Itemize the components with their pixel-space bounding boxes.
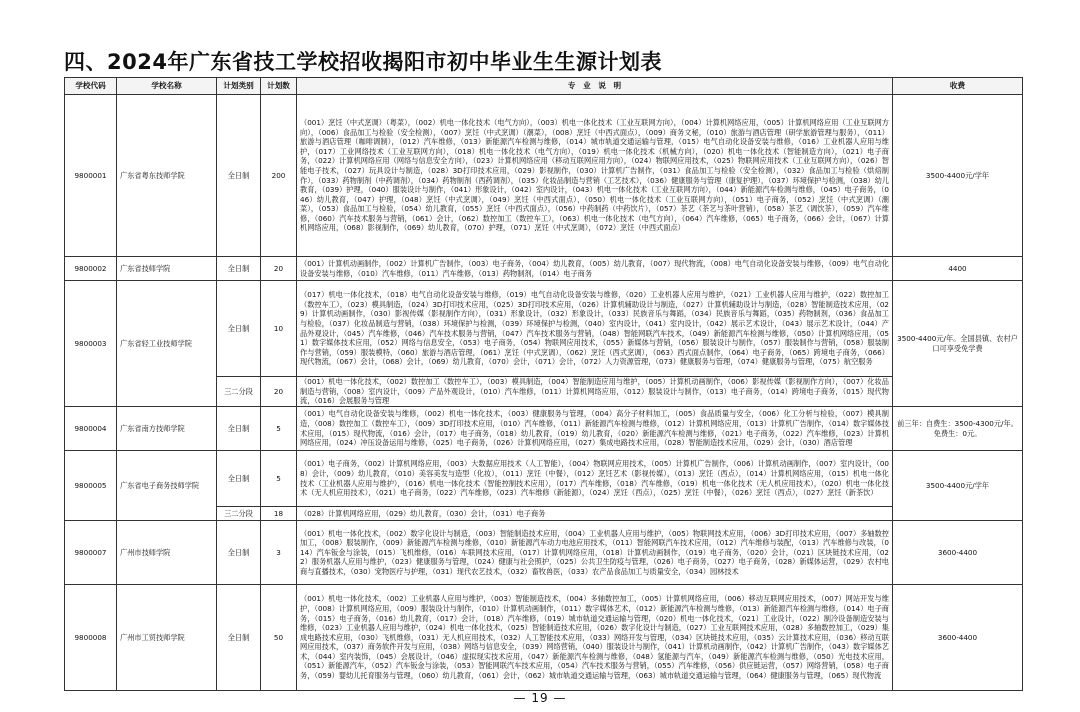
plan-count: 18 — [261, 507, 297, 521]
table-row — [65, 257, 1023, 281]
plan-type: 全日制 — [217, 281, 261, 377]
table-header-row — [65, 78, 1023, 95]
school-name: 广州市工贸技师学院 — [117, 585, 217, 691]
table-row — [65, 521, 1023, 585]
plan-type: 全日制 — [217, 257, 261, 281]
school-code: 9800004 — [65, 407, 117, 451]
fee: 3500-4400元/学年 — [893, 451, 1023, 521]
plan-type: 全日制 — [217, 407, 261, 451]
header-school-code: 学校代码 — [65, 78, 117, 95]
major-description: （001）电气自动化设备安装与维修，（002）机电一体化技术，（003）健康服务与管理，（004）高分子材料加工，（005）食品质量与安全，（006）化工分析与检验，（007）模具制造，（008）数控加工（数控车工），（009）3D打印技术应用，（010）汽车维修，（011）新能源汽车检测与维修，（012）计算机网络应用，（013）计算机广告制作，（014）数字媒体技术应用，（015）现代物流，（016）会计，（017）电子商务，（018）幼儿教育，（019）幼儿教育，（020）新能源汽车检测与维修，（021）电子商务，（022）汽车维修，（023）计算机网络应用，（024）冲压设备运用与维修，（025）电子商务，（026）计算机网络应用，（027）集成电路技术应用，（028）智能制造技术应用，（029）会计，（030）酒店管理 — [297, 407, 893, 451]
school-name: 广东省技师学院 — [117, 257, 217, 281]
major-description: （001）计算机动画制作，（002）计算机广告制作，（003）电子商务，（004）幼儿教育，（005）幼儿教育，（007）现代物流，（008）电气自动化设备安装与维修，（009）电气自动化设备安装与维修，（010）汽车维修，（011）汽车维修，（013）药物制剂，（014）电子商务 — [297, 257, 893, 281]
major-description: （001）机电一体化技术，（002）数字化设计与制造，（003）智能制造技术应用，（004）工业机器人应用与维护，（005）物联网技术应用，（006）3D打印技术应用，（007）多轴数控加工，（008）服装制作，（009）新能源汽车检测与维修，（010）新能源汽车动力电池应用技术，（011）智能网联汽车技术应用，（012）汽车维修与装配，（013）汽车维修与改装，（014）汽车钣金与涂装，（015）飞机维修，（016）车联网技术应用，（017）计算机网络应用，（018）计算机动画制作，（019）电子商务，（020）会计，（021）区块链技术应用，（022）服务机器人应用与维护，（023）健康服务与管理，（024）健康与社会照护，（025）公共卫生防疫与管理，（026）电子商务，（027）电子商务，（028）新媒体运营，（029）农村电商与直播技术，（030）宠物医疗与护理，（031）现代农艺技术，（032）畜牧兽医，（033）农产品食品加工与质量安全，（034）园林技术 — [297, 521, 893, 585]
major-description: （001）电子商务，（002）计算机网络应用，（003）大数据应用技术（人工智能），（004）物联网应用技术，（005）计算机广告制作，（006）计算机动画制作，（007）室内设计，（008）会计，（009）幼儿教育，（010）美容美发与造型（化妆），（011）烹饪（中餐），（012）烹饪艺术（影视传媒），（013）烹饪（西点），（014）计算机网络应用，（015）机电一体化技术（工业机器人应用与维护），（016）机电一体化技术（智能控制技术应用），（017）汽车维修，（018）汽车维修，（019）机电一体化技术（无人机应用技术），（020）机电一体化技术（无人机应用技术），（021）电子商务，（022）汽车维修，（023）汽车维修（新能源），（024）烹饪（西点），（025）烹饪（中餐），（026）烹饪（西点），（027）烹饪（新茶饮） — [297, 451, 893, 507]
fee: 3600-4400 — [893, 585, 1023, 691]
page-number: — 19 — — [513, 691, 567, 705]
school-name: 广东省南方技师学院 — [117, 407, 217, 451]
plan-count: 20 — [261, 257, 297, 281]
page-title: 四、2024年广东省技工学校招收揭阳市初中毕业生生源计划表 — [64, 50, 662, 74]
school-code: 9800008 — [65, 585, 117, 691]
plan-count: 3 — [261, 521, 297, 585]
table-row — [65, 451, 1023, 507]
major-description: （001）烹饪（中式烹调）（粤菜），（002）机电一体化技术（电气方向），（003）机电一体化技术（工业互联网方向），（004）计算机网络应用，（005）计算机网络应用（工业互联网方向），（006）食品加工与检验（安全检测），（007）烹饪（中式烹调）（潮菜），（008）烹饪（中西式面点），（009）商务文秘，（010）旅游与酒店管理（研学旅游管理与服务），（011）旅游与酒店管理（咖啡调制），（012）汽车维修，（013）新能源汽车检测与维修，（014）城市轨道交通运输与管理，（015）电气自动化设备安装与维修，（016）工业机器人应用与维护，（017）工业网络技术（工业互联网方向），（018）机电一体化技术（电气方向），（019）机电一体化技术（机械方向），（020）机电一体化技术（智能制造方向），（021）电子商务，（022）计算机网络应用（网络与信息安全方向），（023）计算机网络应用（移动互联网应用方向），（024）物联网应用技术，（025）物联网应用技术（工业互联网方向），（026）智能电子技术，（027）玩具设计与制造，（028）3D打印技术应用，（029）影视制作，（030）计算机广告制作，（031）食品加工与检验（安全检测），（032）食品加工与检验（烘焙制作），（033）药物制剂（中药调剂），（034）药物制剂（西药调剂），（035）化妆品制造与营销（工艺技术），（036）健康服务与管理（康复护理），（037）环境保护与检测，（038）幼儿教育，（039）护理，（040）服装设计与制作，（041）形象设计，（042）室内设计，（043）机电一体化技术（工业互联网方向），（044）新能源汽车检测与维修，（045）电子商务，（046）幼儿教育，（047）护理，（048）烹饪（中式烹调），（049）烹饪（中西式面点），（050）机电一体化技术（工业互联网方向），（051）电子商务，（052）烹饪（中式烹调）（潮菜），（053）食品加工与检验，（054）幼儿教育，（055）烹饪（中西式面点），（056）中药制药（中药饮片），（057）茶艺（茶艺与茶叶营销），（058）茶艺（调饮茶），（059）汽车维修，（060）汽车技术服务与营销，（061）会计，（062）数控加工（数控车工），（063）机电一体化技术（电气方向），（064）汽车维修，（065）电子商务，（066）会计，（067）计算机网络应用，（068）影视制作，（069）幼儿教育，（070）护理，（071）烹饪（中式烹调），（072）烹饪（中西式面点） — [297, 95, 893, 257]
fee: 3600-4400 — [893, 521, 1023, 585]
header-school-name: 学校名称 — [117, 78, 217, 95]
school-name: 广东省轻工业技师学院 — [117, 281, 217, 407]
plan-type: 全日制 — [217, 521, 261, 585]
major-description: （028）计算机网络应用，（029）幼儿教育，（030）会计，（031）电子商务 — [297, 507, 893, 521]
fee: 4400 — [893, 257, 1023, 281]
major-description: （001）机电一体化技术，（002）数控加工（数控车工），（003）模具制造，（004）智能制造应用与维护，（005）计算机动画制作，（006）影视传媒（影视制作方向），（007）化妆品制造与营销，（008）室内设计，（009）产品外观设计，（010）汽车维修，（011）计算机网络应用，（012）服装设计与制作，（013）电子商务，（014）跨境电子商务，（015）现代物流，（016）会展服务与管理 — [297, 377, 893, 407]
plan-count: 5 — [261, 407, 297, 451]
plan-table — [64, 77, 1023, 691]
major-description: （001）机电一体化技术，（002）工业机器人应用与维护，（003）智能制造技术，（004）多轴数控加工，（005）计算机网络应用，（006）移动互联网应用技术，（007）网站开发与维护，（008）计算机网络应用，（009）服装设计与制作，（010）计算机动画制作，（011）数字媒体艺术，（012）新能源汽车检测与维修，（013）新能源汽车检测与维修，（014）电子商务，（015）电子商务，（016）幼儿教育，（017）会计，（018）汽车维修，（019）城市轨道交通运输与管理，（020）机电一体化技术，（021）工业设计，（022）制冷设备制造安装与维修，（023）工业机器人应用与维护，（024）机电一体化技术，（025）智能制造技术应用，（026）数字化设计与制造，（027）工业互联网技术应用，（028）多轴数控加工，（029）集成电路技术应用，（030）飞机维修，（031）无人机应用技术，（032）人工智能技术应用，（033）网络开发与管理，（034）区块链技术应用，（035）云计算技术应用，（036）移动互联网应用技术，（037）商务软件开发与应用，（038）网络与信息安全，（039）网络营销，（040）服装设计与制作，（041）计算机动画制作，（042）计算机广告制作，（043）数字媒体艺术，（044）室内装饰，（045）会展设计，（046）虚拟现实技术应用，（047）新能源汽车检测与维修，（048）氢能源与汽车，（049）新能源汽车检测与维修，（050）光电技术应用，（051）新能源汽车，（052）汽车钣金与涂装，（053）智能网联汽车技术应用，（054）汽车技术服务与营销，（055）汽车维修，（056）供应链运营，（057）网络营销，（058）电子商务，（059）婴幼儿托育服务与管理，（060）幼儿教育，（061）会计，（062）城市轨道交通运输与管理，（063）城市轨道交通运输与管理，（064）健康服务与管理，（065）现代物流 — [297, 585, 893, 691]
plan-count: 20 — [261, 377, 297, 407]
fee: 3500-4400元/学年 — [893, 95, 1023, 257]
school-code: 9800003 — [65, 281, 117, 407]
plan-type: 全日制 — [217, 451, 261, 507]
school-code: 9800001 — [65, 95, 117, 257]
school-name: 广东省粤东技师学院 — [117, 95, 217, 257]
table-row — [65, 95, 1023, 257]
major-description: （017）机电一体化技术，（018）电气自动化设备安装与维修，（019）电气自动化设备安装与维修，（020）工业机器人应用与维护，（021）工业机器人应用与维护，（022）数控加工（数控车工），（023）模具制造，（024）3D打印技术应用，（025）3D打印技术应用，（026）计算机辅助设计与制造，（027）计算机辅助设计与制造，（028）智能制造技术应用，（029）计算机动画制作，（030）影视传媒（影视制作方向），（031）形象设计，（032）形象设计，（033）民族音乐与舞蹈，（034）民族音乐与舞蹈，（035）药物制剂，（036）食品加工与检验，（037）化妆品制造与营销，（038）环境保护与检测，（039）环境保护与检测，（040）室内设计，（041）室内设计，（042）展示艺术设计，（043）展示艺术设计，（044）产品外观设计，（045）汽车维修，（046）汽车技术服务与营销，（047）汽车技术服务与营销，（048）智能网联汽车技术，（049）新能源汽车检测与维修，（050）计算机网络应用，（051）数字媒体技术应用，（052）网络与信息安全，（053）电子商务，（054）物联网应用技术，（055）新媒体与营销，（056）服装设计与制作，（057）服装制作与营销，（058）服装制作与营销，（059）服装模特，（060）旅游与酒店管理，（061）烹饪（中式烹调），（062）烹饪（西式烹调），（063）西式面点制作，（064）电子商务，（065）跨境电子商务，（066）现代物流，（067）会计，（068）会计，（069）幼儿教育，（070）会计，（071）会计，（072）人力资源管理，（073）健康服务与管理，（074）健康服务与管理，（075）航空服务 — [297, 281, 893, 377]
school-code: 9800007 — [65, 521, 117, 585]
table-row — [65, 281, 1023, 377]
plan-count: 50 — [261, 585, 297, 691]
school-code: 9800002 — [65, 257, 117, 281]
plan-count: 200 — [261, 95, 297, 257]
plan-type: 全日制 — [217, 95, 261, 257]
plan-type: 三二分段 — [217, 377, 261, 407]
header-plan-count: 计划数 — [261, 78, 297, 95]
header-fee: 收费 — [893, 78, 1023, 95]
plan-type: 三二分段 — [217, 507, 261, 521]
header-plan-type: 计划类别 — [217, 78, 261, 95]
fee: 前三年：自费生：3500-4300元/年。免费生：0元。 — [893, 407, 1023, 451]
plan-count: 5 — [261, 451, 297, 507]
header-major-description: 专 业 说 明 — [297, 78, 893, 95]
school-name: 广东省电子商务技师学院 — [117, 451, 217, 521]
school-code: 9800005 — [65, 451, 117, 521]
fee: 3500-4400元/年。全国县镇、农村户口可享受免学费 — [893, 281, 1023, 407]
table-row — [65, 407, 1023, 451]
plan-count: 10 — [261, 281, 297, 377]
table-row — [65, 585, 1023, 691]
school-name: 广州市技师学院 — [117, 521, 217, 585]
plan-type: 全日制 — [217, 585, 261, 691]
